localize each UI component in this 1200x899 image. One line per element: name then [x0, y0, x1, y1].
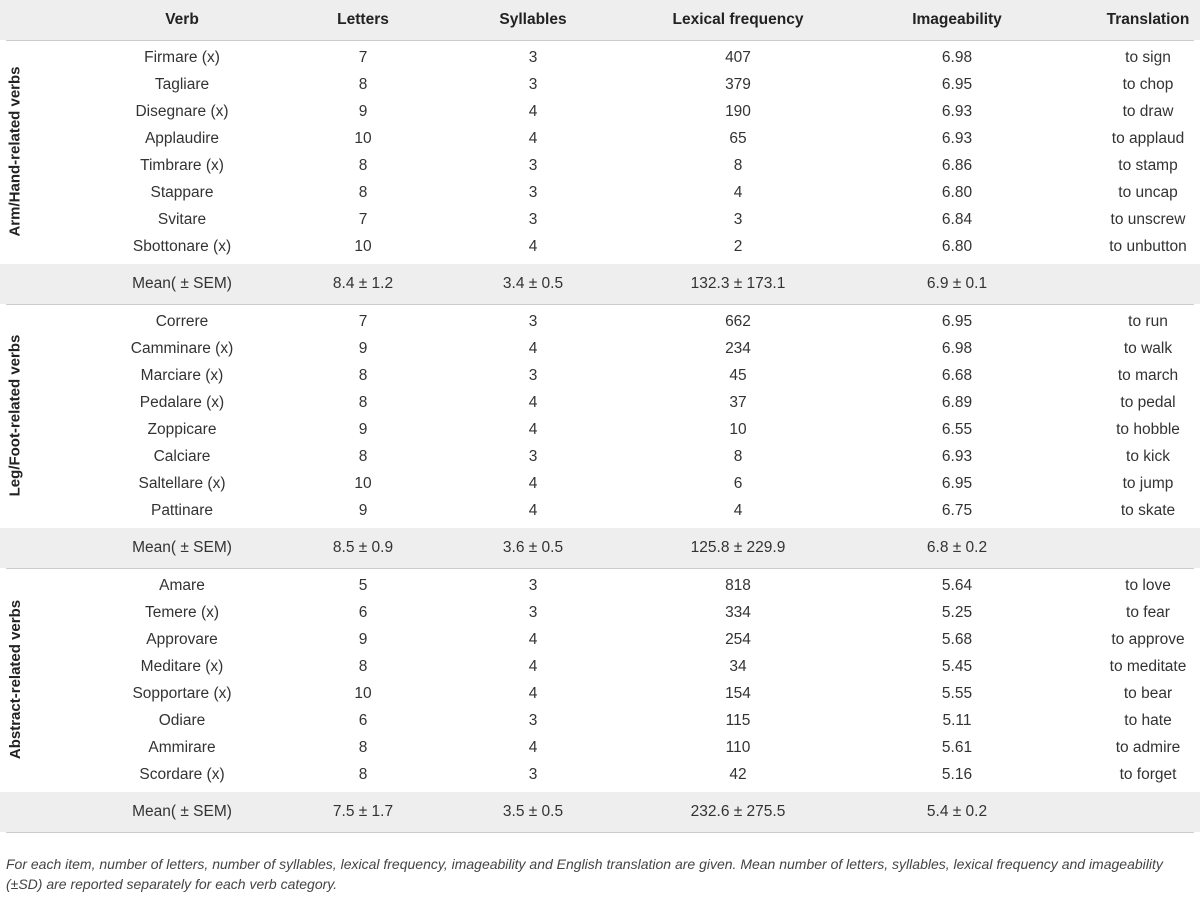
- cell-imageability: 6.55: [941, 421, 973, 438]
- cell-imageability: 6.98: [941, 340, 973, 357]
- cell-verb: Ammirare: [148, 739, 216, 756]
- cell-translation: to admire: [1115, 739, 1181, 756]
- cell-imageability: 5.64: [941, 577, 973, 594]
- cell-letters: 10: [354, 685, 372, 702]
- cell-syllables: 4: [528, 130, 538, 147]
- cell-syllables: 4: [528, 685, 538, 702]
- cell-translation: to unscrew: [1110, 211, 1186, 228]
- mean-syllables: 3.5 ± 0.5: [502, 803, 564, 820]
- cell-letters: 10: [354, 475, 372, 492]
- cell-translation: to uncap: [1118, 184, 1178, 201]
- cell-syllables: 3: [528, 604, 538, 621]
- cell-translation: to pedal: [1120, 394, 1176, 411]
- cell-syllables: 3: [528, 157, 538, 174]
- cell-verb: Pedalare (x): [139, 394, 225, 411]
- group-label: Arm/Hand-related verbs: [6, 66, 24, 237]
- cell-verb: Firmare (x): [144, 49, 220, 66]
- cell-syllables: 4: [528, 340, 538, 357]
- mean-lexical-frequency: 132.3 ± 173.1: [690, 275, 786, 292]
- cell-lexical-frequency: 818: [725, 577, 751, 594]
- cell-imageability: 6.93: [941, 103, 973, 120]
- cell-syllables: 4: [528, 394, 538, 411]
- cell-syllables: 4: [528, 421, 538, 438]
- cell-lexical-frequency: 4: [733, 502, 743, 519]
- cell-verb: Marciare (x): [140, 367, 224, 384]
- cell-translation: to hate: [1124, 712, 1172, 729]
- cell-translation: to forget: [1119, 766, 1177, 783]
- mean-letters: 8.4 ± 1.2: [332, 275, 394, 292]
- cell-verb: Odiare: [158, 712, 206, 729]
- cell-verb: Approvare: [146, 631, 218, 648]
- cell-syllables: 4: [528, 103, 538, 120]
- cell-imageability: 6.80: [941, 238, 973, 255]
- cell-lexical-frequency: 254: [725, 631, 751, 648]
- cell-verb: Disegnare (x): [135, 103, 229, 120]
- group-label: Leg/Foot-related verbs: [6, 334, 24, 497]
- cell-translation: to meditate: [1109, 658, 1187, 675]
- cell-translation: to fear: [1126, 604, 1170, 621]
- cell-lexical-frequency: 37: [729, 394, 747, 411]
- cell-translation: to unbutton: [1109, 238, 1187, 255]
- cell-syllables: 3: [528, 76, 538, 93]
- cell-letters: 8: [358, 448, 368, 465]
- mean-syllables: 3.4 ± 0.5: [502, 275, 564, 292]
- cell-syllables: 3: [528, 49, 538, 66]
- header-divider: [6, 40, 1194, 41]
- group-divider: [6, 304, 1194, 305]
- cell-syllables: 3: [528, 313, 538, 330]
- cell-lexical-frequency: 42: [729, 766, 747, 783]
- cell-letters: 7: [358, 313, 368, 330]
- cell-imageability: 5.55: [941, 685, 973, 702]
- cell-syllables: 3: [528, 211, 538, 228]
- cell-translation: to walk: [1123, 340, 1173, 357]
- cell-lexical-frequency: 6: [733, 475, 743, 492]
- cell-lexical-frequency: 34: [729, 658, 747, 675]
- cell-imageability: 6.93: [941, 130, 973, 147]
- cell-letters: 10: [354, 238, 372, 255]
- cell-imageability: 6.98: [941, 49, 973, 66]
- header-letters: Letters: [337, 11, 389, 28]
- cell-syllables: 4: [528, 238, 538, 255]
- cell-verb: Timbrare (x): [140, 157, 224, 174]
- group-divider: [6, 832, 1194, 833]
- cell-lexical-frequency: 65: [729, 130, 747, 147]
- cell-lexical-frequency: 2: [733, 238, 743, 255]
- cell-letters: 8: [358, 184, 368, 201]
- cell-lexical-frequency: 4: [733, 184, 743, 201]
- cell-translation: to hobble: [1116, 421, 1180, 438]
- cell-verb: Pattinare: [150, 502, 214, 519]
- cell-letters: 5: [358, 577, 368, 594]
- cell-lexical-frequency: 407: [725, 49, 751, 66]
- cell-imageability: 5.45: [941, 658, 973, 675]
- cell-imageability: 5.16: [941, 766, 973, 783]
- cell-translation: to love: [1125, 577, 1171, 594]
- cell-verb: Sbottonare (x): [132, 238, 232, 255]
- cell-lexical-frequency: 8: [733, 448, 743, 465]
- cell-imageability: 6.95: [941, 76, 973, 93]
- mean-lexical-frequency: 232.6 ± 275.5: [690, 803, 786, 820]
- cell-letters: 8: [358, 157, 368, 174]
- mean-verb: Mean( ± SEM): [132, 803, 232, 820]
- cell-lexical-frequency: 379: [725, 76, 751, 93]
- cell-verb: Correre: [155, 313, 209, 330]
- cell-imageability: 6.75: [941, 502, 973, 519]
- mean-syllables: 3.6 ± 0.5: [502, 539, 564, 556]
- cell-lexical-frequency: 10: [729, 421, 747, 438]
- cell-letters: 8: [358, 367, 368, 384]
- cell-lexical-frequency: 154: [725, 685, 751, 702]
- cell-verb: Stappare: [150, 184, 214, 201]
- cell-syllables: 4: [528, 631, 538, 648]
- mean-letters: 7.5 ± 1.7: [332, 803, 394, 820]
- header-verb: Verb: [165, 11, 199, 28]
- cell-letters: 9: [358, 631, 368, 648]
- cell-verb: Tagliare: [154, 76, 210, 93]
- cell-letters: 8: [358, 766, 368, 783]
- header-translation: Translation: [1106, 11, 1190, 28]
- mean-imageability: 6.8 ± 0.2: [926, 539, 988, 556]
- cell-imageability: 6.95: [941, 475, 973, 492]
- cell-syllables: 3: [528, 766, 538, 783]
- cell-translation: to kick: [1126, 448, 1170, 465]
- cell-verb: Sopportare (x): [132, 685, 232, 702]
- cell-imageability: 5.25: [941, 604, 973, 621]
- cell-translation: to skate: [1120, 502, 1176, 519]
- cell-letters: 9: [358, 502, 368, 519]
- cell-lexical-frequency: 3: [733, 211, 743, 228]
- cell-imageability: 6.68: [941, 367, 973, 384]
- cell-translation: to applaud: [1111, 130, 1185, 147]
- cell-verb: Meditare (x): [140, 658, 224, 675]
- mean-letters: 8.5 ± 0.9: [332, 539, 394, 556]
- cell-imageability: 6.86: [941, 157, 973, 174]
- header-lexical-frequency: Lexical frequency: [672, 11, 804, 28]
- cell-lexical-frequency: 45: [729, 367, 747, 384]
- cell-letters: 8: [358, 76, 368, 93]
- cell-verb: Calciare: [153, 448, 211, 465]
- mean-lexical-frequency: 125.8 ± 229.9: [690, 539, 786, 556]
- mean-verb: Mean( ± SEM): [132, 539, 232, 556]
- cell-imageability: 5.61: [941, 739, 973, 756]
- cell-syllables: 3: [528, 184, 538, 201]
- cell-letters: 8: [358, 658, 368, 675]
- cell-imageability: 6.89: [941, 394, 973, 411]
- cell-verb: Applaudire: [144, 130, 220, 147]
- cell-verb: Amare: [159, 577, 205, 594]
- cell-syllables: 3: [528, 577, 538, 594]
- cell-imageability: 6.84: [941, 211, 973, 228]
- cell-translation: to march: [1117, 367, 1179, 384]
- cell-letters: 7: [358, 211, 368, 228]
- cell-imageability: 6.80: [941, 184, 973, 201]
- group-divider: [6, 568, 1194, 569]
- cell-syllables: 4: [528, 658, 538, 675]
- cell-translation: to chop: [1122, 76, 1174, 93]
- cell-letters: 9: [358, 340, 368, 357]
- cell-syllables: 4: [528, 502, 538, 519]
- table-footnote: For each item, number of letters, number of syllables, lexical frequency, imageability and English translation are given. Mean number of letters, syllables, lexical frequency and imageability (±SD) are reported separately for each verb category.: [6, 856, 1163, 892]
- header-syllables: Syllables: [499, 11, 567, 28]
- cell-syllables: 3: [528, 448, 538, 465]
- cell-imageability: 5.11: [942, 712, 972, 729]
- header-imageability: Imageability: [912, 11, 1002, 28]
- cell-translation: to approve: [1111, 631, 1185, 648]
- cell-syllables: 3: [528, 712, 538, 729]
- cell-imageability: 5.68: [941, 631, 973, 648]
- cell-lexical-frequency: 115: [725, 712, 751, 729]
- cell-verb: Saltellare (x): [138, 475, 226, 492]
- cell-syllables: 4: [528, 739, 538, 756]
- cell-verb: Zoppicare: [147, 421, 217, 438]
- cell-lexical-frequency: 110: [725, 739, 751, 756]
- cell-syllables: 4: [528, 475, 538, 492]
- cell-verb: Svitare: [157, 211, 207, 228]
- cell-lexical-frequency: 662: [725, 313, 751, 330]
- group-label: Abstract-related verbs: [6, 599, 24, 760]
- cell-letters: 8: [358, 739, 368, 756]
- cell-letters: 6: [358, 604, 368, 621]
- cell-letters: 7: [358, 49, 368, 66]
- cell-translation: to draw: [1122, 103, 1174, 120]
- cell-letters: 9: [358, 421, 368, 438]
- cell-lexical-frequency: 190: [725, 103, 751, 120]
- cell-imageability: 6.93: [941, 448, 973, 465]
- mean-verb: Mean( ± SEM): [132, 275, 232, 292]
- cell-translation: to run: [1128, 313, 1168, 330]
- cell-translation: to stamp: [1118, 157, 1178, 174]
- cell-letters: 9: [358, 103, 368, 120]
- cell-letters: 6: [358, 712, 368, 729]
- mean-imageability: 6.9 ± 0.1: [926, 275, 988, 292]
- cell-translation: to jump: [1122, 475, 1174, 492]
- cell-verb: Scordare (x): [139, 766, 225, 783]
- cell-syllables: 3: [528, 367, 538, 384]
- cell-translation: to bear: [1123, 685, 1173, 702]
- cell-lexical-frequency: 8: [733, 157, 743, 174]
- cell-translation: to sign: [1125, 49, 1171, 66]
- cell-lexical-frequency: 234: [725, 340, 751, 357]
- cell-letters: 8: [358, 394, 368, 411]
- mean-imageability: 5.4 ± 0.2: [926, 803, 988, 820]
- cell-imageability: 6.95: [941, 313, 973, 330]
- cell-letters: 10: [354, 130, 372, 147]
- cell-verb: Camminare (x): [130, 340, 234, 357]
- cell-lexical-frequency: 334: [725, 604, 751, 621]
- cell-verb: Temere (x): [144, 604, 220, 621]
